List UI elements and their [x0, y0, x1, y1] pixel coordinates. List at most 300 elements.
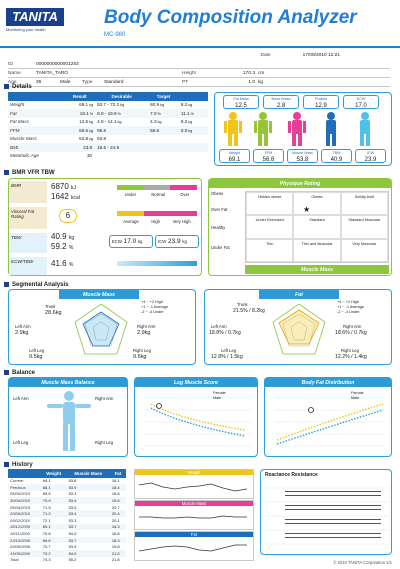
physique-cell: Standard Muscular [341, 215, 388, 238]
physique-marker-icon: ★ [303, 205, 311, 214]
leg-muscle-score-panel [134, 377, 258, 457]
mm-trunk-value: 28.6kg [45, 310, 62, 316]
physique-title: Physique Rating [209, 179, 391, 188]
pt-label: PT [182, 79, 189, 85]
name-value: TANITA_TARO [36, 70, 68, 76]
mm-rightarm-label: Right Arm [137, 324, 156, 329]
balance-right-arm: Right Arm [95, 396, 114, 401]
history-cell: 54.0 [67, 550, 110, 557]
history-cell: 18/11/2009 [10, 531, 30, 537]
history-cell: 53.8 [68, 478, 77, 484]
tbw-pct-unit: % [68, 245, 74, 251]
mm-legend: +4 ~ +2 High +1 ~ -1 Average -2 ~ -4 Under [141, 300, 168, 314]
history-cell: 05/06/2010 [10, 491, 31, 497]
details-result-text: 18.1 [79, 110, 89, 116]
fat-rightarm-label: Right Arm [343, 324, 362, 329]
history-cell: 18.3 [110, 537, 126, 544]
history-cell: 05/04/2010 [10, 504, 31, 510]
history-row [8, 504, 126, 511]
details-target-text: 60.9 [150, 102, 160, 108]
body-fat-distribution-title: Body Fat Distribution [265, 378, 391, 387]
history-cell: 55.2 [68, 557, 77, 563]
date-value: 17/09/2010 12:21 [302, 53, 340, 58]
ecwtbw-scale-bar [117, 261, 197, 266]
history-cell: 20.4 [110, 510, 126, 517]
details-target [148, 135, 179, 144]
body-top-metric [223, 95, 259, 109]
details-result [64, 152, 95, 161]
history-cell: 19.6 [110, 497, 126, 504]
details-target [148, 126, 179, 135]
leg-score-legend: Female Male [213, 391, 226, 400]
body-bottom-label: FFM [264, 151, 273, 155]
body-bottom-value: 23.9 [364, 157, 377, 163]
muscle-figure-icon [288, 112, 306, 146]
body-fat-distribution-panel [264, 377, 392, 457]
details-diff [179, 152, 208, 161]
details-row [8, 135, 208, 144]
vfr-label: Visceral Fat Rating [9, 207, 47, 229]
history-row [8, 510, 126, 517]
ecw-label: ECW [112, 239, 122, 244]
details-desirable [95, 109, 148, 118]
details-diff-unit: % [190, 111, 194, 116]
vfr-scale-very-high: Very High [172, 219, 191, 224]
bmr-kj-unit: kJ [71, 185, 77, 191]
physique-obese: Obese [211, 191, 224, 196]
details-result-text: 53.8 [79, 136, 89, 142]
body-bottom-value: 53.8 [296, 157, 309, 163]
details-label [8, 143, 64, 152]
body-top-metric [303, 95, 339, 109]
type-label: Type [82, 79, 93, 85]
physique-cell: Under Exercised [246, 215, 293, 238]
history-fat-sparkline [135, 537, 253, 559]
id-value: 0000000000001283 [36, 61, 79, 67]
details-desirable [95, 126, 148, 135]
fat-distribution-legend: Female Male [351, 391, 364, 400]
ecwtbw-label: ECW/TBW [9, 257, 47, 275]
history-cell: 21.8 [111, 557, 120, 563]
physique-cell: Very Muscular [341, 239, 388, 262]
history-cell: 53.7 [67, 524, 110, 531]
bmr-panel [8, 178, 202, 276]
history-cell: 20.7 [111, 504, 120, 510]
history-cell: 20/06/2010 [8, 510, 41, 517]
details-label-text: Fat Mass [10, 119, 29, 125]
physique-cell: Thin [246, 239, 293, 262]
vfr-scale-bar [117, 211, 197, 216]
physique-cell: Obese [293, 192, 340, 215]
body-top-value: 12.9 [315, 103, 327, 109]
body-bottom-metric [321, 149, 352, 163]
details-result-unit: kg [89, 137, 94, 142]
details-col-result: Result [64, 92, 95, 101]
history-cell: 68.1 [41, 484, 67, 491]
details-result-text: 30 [86, 153, 93, 159]
balance-body-icon [45, 390, 93, 454]
history-row [8, 543, 126, 550]
details-result [64, 109, 95, 118]
details-desirable-unit: kg [120, 103, 125, 108]
details-target-text: 4.3 [150, 119, 157, 125]
details-diff [179, 143, 208, 152]
details-desirable-text: 53.7 - 72.2 [97, 102, 120, 108]
body-bottom-metric [253, 149, 284, 163]
history-weight-sparkline [135, 475, 253, 497]
details-result-unit: kg [89, 103, 94, 108]
mm-leftleg-value: 9.5kg [29, 354, 43, 360]
details-row [8, 126, 208, 135]
details-diff-unit: kg [188, 128, 193, 133]
history-row [8, 478, 126, 485]
details-row [8, 109, 208, 118]
history-cell: 73.2 [41, 550, 67, 557]
details-diff-text: 0.0 [180, 127, 188, 133]
tanita-logo: TANITA [6, 8, 64, 26]
physique-cell: Standard [293, 215, 340, 238]
ecw-unit: kg [138, 239, 143, 244]
history-cell: 69.6 [41, 537, 67, 544]
details-section-title: Details [4, 82, 32, 91]
history-cell: 05/02/2010 [10, 517, 31, 523]
history-cell: 70.9 [41, 497, 67, 504]
history-cell: 69.1 [42, 478, 51, 484]
report-title: Body Composition Analyzer [104, 7, 357, 28]
details-row [8, 101, 208, 110]
age-label: Age [8, 79, 17, 85]
body-bottom-label: Muscle Mass [292, 151, 313, 155]
vfr-scale-high: High [151, 219, 160, 224]
reactance-panel [260, 469, 392, 555]
history-cell: 18.8 [111, 491, 120, 497]
height-label: Height [182, 70, 196, 76]
height-value: 170.3 [242, 70, 255, 76]
ecw-value: 17.0 [123, 238, 137, 245]
details-desirable [95, 118, 148, 127]
details-target [148, 109, 179, 118]
footer-copyright: © 2010 TANITA Corporation 1/1 [333, 560, 392, 565]
segmental-fat-title: Fat [259, 290, 339, 299]
history-cell: 69.5 [42, 491, 51, 497]
header-rule [0, 46, 400, 48]
history-cell: 15/05/2009 [8, 550, 41, 557]
details-table-box [8, 92, 208, 164]
history-table-box [8, 469, 126, 563]
history-row [8, 557, 126, 564]
details-label-text: Muscle Mass [10, 136, 37, 142]
patient-info [8, 51, 390, 87]
date-label: Date [260, 53, 271, 58]
details-label [8, 135, 64, 144]
leg-score-chart [141, 390, 253, 454]
history-chart-muscle-title: Muscle Mass [135, 501, 253, 506]
bmr-label: BMR [9, 181, 47, 203]
details-result-unit: kg [89, 128, 94, 133]
report-header [0, 0, 400, 48]
body-top-label: Fat Mass [233, 97, 249, 101]
balance-left-arm: Left Arm [13, 396, 29, 401]
bmr-kcal-unit: kcal [71, 195, 80, 201]
mm-rightleg-label: Right Leg [133, 348, 151, 353]
history-row [8, 497, 126, 504]
details-label-text: BMI [10, 144, 19, 150]
balance-left-leg: Left Leg [13, 440, 29, 445]
details-desirable-text: 56.6 [97, 127, 107, 133]
details-target-unit: kg [160, 103, 165, 108]
details-result-unit: kg [89, 120, 94, 125]
body-top-metric [263, 95, 299, 109]
history-cell: 16.8 [111, 531, 120, 537]
details-label-text: Metabolic Age [10, 153, 39, 159]
history-cell: 18.1 [111, 478, 120, 484]
body-bottom-label: ICW [367, 151, 374, 155]
tbw-label: TBW [9, 233, 47, 253]
bmr-kcal-value: 1642 [51, 192, 69, 201]
history-cell: 03/08/2009 [10, 544, 31, 550]
bmr-scale-over: Over [180, 192, 190, 197]
details-desirable [95, 101, 148, 110]
logo-tagline: Monitoring your health [6, 27, 46, 32]
weight-figure-icon [224, 112, 242, 146]
physique-underfat: Under Fat [211, 245, 230, 250]
details-target [148, 101, 179, 110]
history-row [8, 537, 126, 544]
sex-value: Male [60, 79, 71, 85]
details-result [64, 143, 95, 152]
icw-unit: kg [182, 239, 187, 244]
history-cell: 53.4 [67, 510, 110, 517]
history-cell: 53.7 [67, 537, 110, 544]
history-table [8, 469, 126, 563]
bmr-scale-under: Under [124, 192, 137, 197]
details-target-unit: % [157, 111, 161, 116]
history-row [8, 530, 126, 537]
fat-rightarm-value: 18.6% / 0.7kg [335, 330, 367, 336]
history-cell: 70.8 [42, 531, 51, 537]
mm-leftarm-value: 2.9kg [15, 330, 29, 336]
vfr-value: 6 [59, 209, 77, 223]
body-bottom-metric [355, 149, 386, 163]
physique-healthy: Healthy [211, 225, 226, 230]
fat-leftleg-value: 12.8% / 1.5kg [211, 354, 243, 360]
segmental-fat-panel [204, 289, 392, 365]
details-result-text: 12.5 [79, 119, 89, 125]
reactance-title: Reactance Resistance [265, 472, 318, 478]
details-target-unit: kg [157, 120, 162, 125]
details-col-blank [8, 92, 64, 101]
details-desirable-text: 4.9 - 14.1 [97, 119, 117, 125]
details-desirable [95, 143, 148, 152]
details-result [64, 135, 95, 144]
segmental-muscle-panel [8, 289, 196, 365]
history-row [8, 550, 126, 557]
details-diff-text: 8.2 [180, 119, 188, 125]
physique-cell: Solidly-built [341, 192, 388, 215]
history-col-fat: Fat [110, 469, 126, 478]
history-cell: 53.3 [68, 517, 77, 523]
history-col-muscle: Muscle Mass [67, 469, 110, 478]
mm-rightleg-value: 9.6kg [133, 354, 147, 360]
mm-trunk-label: Trunk [45, 304, 56, 309]
balance-right-leg: Right Leg [95, 440, 113, 445]
details-result [64, 118, 95, 127]
bmr-section-title: BMR VFR TBW [4, 168, 55, 177]
details-desirable-text: 18.5 - 24.9 [97, 144, 120, 150]
details-label-text: Weight [10, 102, 25, 108]
pt-unit: kg [258, 79, 264, 85]
details-diff-unit: kg [188, 120, 193, 125]
history-row [8, 484, 126, 491]
history-cell: 71.5 [42, 504, 51, 510]
body-bottom-value: 56.6 [262, 157, 275, 163]
details-diff [179, 135, 208, 144]
mm-leftarm-label: Left Arm [15, 324, 31, 329]
details-row [8, 143, 208, 152]
tbw-pct-value: 59.2 [51, 242, 67, 251]
body-silhouettes [219, 111, 389, 147]
model-number: MC-980 [104, 32, 126, 38]
history-section-title: History [4, 460, 33, 469]
history-row [8, 491, 126, 498]
fat-rightleg-label: Right Leg [341, 348, 359, 353]
muscle-radar-chart [71, 300, 131, 360]
muscle-balance-title: Muscle Mass Balance [9, 378, 127, 387]
details-result-unit: % [89, 111, 94, 116]
vfr-scale-average: Average [123, 219, 139, 224]
physique-overfat: Over Fat [211, 207, 228, 212]
details-label [8, 152, 64, 161]
leg-muscle-score-title: Leg Muscle Score [135, 378, 257, 387]
ecwtbw-value: 41.6 [51, 259, 67, 268]
details-target-text: 56.6 [150, 127, 160, 133]
history-cell: 53.3 [68, 491, 77, 497]
history-cell: Current [10, 478, 24, 484]
history-col-weight: Weight [41, 469, 67, 478]
details-label-text: FFM [10, 127, 20, 133]
fat-leftarm-value: 18.8% / 0.7kg [209, 330, 241, 336]
history-col-date [8, 469, 41, 478]
history-cell: 20.1 [111, 517, 120, 523]
history-cell: 53.9 [67, 484, 110, 491]
muscle-balance-panel [8, 377, 128, 457]
body-bottom-metric [219, 149, 250, 163]
details-result [64, 126, 95, 135]
details-target-text: 7.0 [150, 110, 157, 116]
details-label [8, 118, 64, 127]
age-value: 36 [36, 79, 42, 85]
details-diff [179, 109, 208, 118]
icw-value: 23.9 [167, 238, 181, 245]
physique-cell: Hidden obese [246, 192, 293, 215]
history-cell: Total [10, 557, 19, 563]
body-bottom-value: 40.9 [330, 157, 343, 163]
details-row [8, 152, 208, 161]
history-cell: 53.4 [67, 497, 110, 504]
history-cell: 53.5 [68, 504, 77, 510]
name-label: Name [8, 70, 21, 76]
history-cell: Previous [8, 484, 41, 491]
bmr-scale-bar [117, 185, 197, 190]
history-muscle-sparkline [135, 506, 253, 528]
body-top-metric [343, 95, 379, 109]
body-composition-figure [214, 92, 392, 166]
ffm-figure-icon [254, 112, 272, 146]
type-value: Standard [104, 79, 124, 85]
body-bottom-metric [287, 149, 318, 163]
mm-rightarm-value: 2.9kg [137, 330, 151, 336]
icw-figure-icon [360, 112, 370, 146]
body-bottom-label: Weight [228, 151, 241, 155]
details-row [8, 118, 208, 127]
mm-leftleg-label: Left Leg [29, 348, 45, 353]
history-cell: 70.7 [42, 544, 51, 550]
details-diff [179, 101, 208, 110]
id-label: ID [8, 61, 13, 67]
details-result-text: 23.8 [83, 144, 93, 150]
details-label-text: Fat [10, 110, 17, 116]
details-desirable-unit: % [117, 111, 121, 116]
history-cell: 23/10/2009 [8, 537, 41, 544]
fat-leftleg-label: Left Leg [221, 348, 237, 353]
details-target [148, 118, 179, 127]
fat-distribution-chart [271, 390, 387, 454]
body-top-label: Protein [314, 97, 328, 101]
tbw-kg-value: 40.9 [51, 232, 67, 241]
history-cell: 71.2 [41, 510, 67, 517]
details-desirable [95, 135, 148, 144]
details-desirable [95, 152, 148, 161]
fat-trunk-value: 21.5% / 8.2kg [233, 308, 265, 314]
tbw-figure-icon [326, 112, 336, 146]
fat-legend: +4 ~ +2 High +1 ~ -1 Average -2 ~ -4 Under [337, 300, 364, 314]
height-unit: cm [258, 70, 265, 76]
body-bottom-label: TBW [332, 151, 341, 155]
details-result-text: 69.1 [79, 102, 89, 108]
history-row [8, 517, 126, 524]
details-label [8, 126, 64, 135]
body-top-value: 2.8 [276, 103, 286, 109]
details-desirable-text: 53.8 [97, 136, 107, 142]
details-result [64, 101, 95, 110]
bmr-kj-value: 6870 [51, 182, 69, 191]
history-row [8, 524, 126, 531]
tbw-kg-unit: kg [68, 235, 75, 241]
details-result-text: 56.6 [79, 127, 89, 133]
fat-rightleg-value: 12.2% / 1.4kg [335, 354, 367, 360]
details-diff-text: 8.2 [180, 102, 188, 108]
details-diff-unit: kg [188, 103, 193, 108]
ecwtbw-unit: % [68, 262, 74, 268]
icw-label: ICW [158, 239, 167, 244]
fat-radar-chart [269, 300, 329, 360]
body-top-label: Bone Mass [271, 97, 291, 101]
details-table [8, 92, 208, 160]
history-cell: 21.5 [110, 550, 126, 557]
segmental-section-title: Segmental Analysis [4, 280, 68, 289]
history-cell: 72.1 [42, 517, 51, 523]
details-label [8, 101, 64, 110]
details-target [148, 152, 179, 161]
history-cell: 54.0 [68, 531, 77, 537]
body-top-value: 12.5 [235, 103, 247, 109]
details-col-desirable: Desirable [95, 92, 148, 101]
history-cell: 30/04/2010 [8, 497, 41, 504]
details-desirable-unit: kg [117, 120, 122, 125]
history-charts [134, 469, 254, 561]
details-diff [179, 118, 208, 127]
bmr-scale-normal: Normal [151, 192, 165, 197]
